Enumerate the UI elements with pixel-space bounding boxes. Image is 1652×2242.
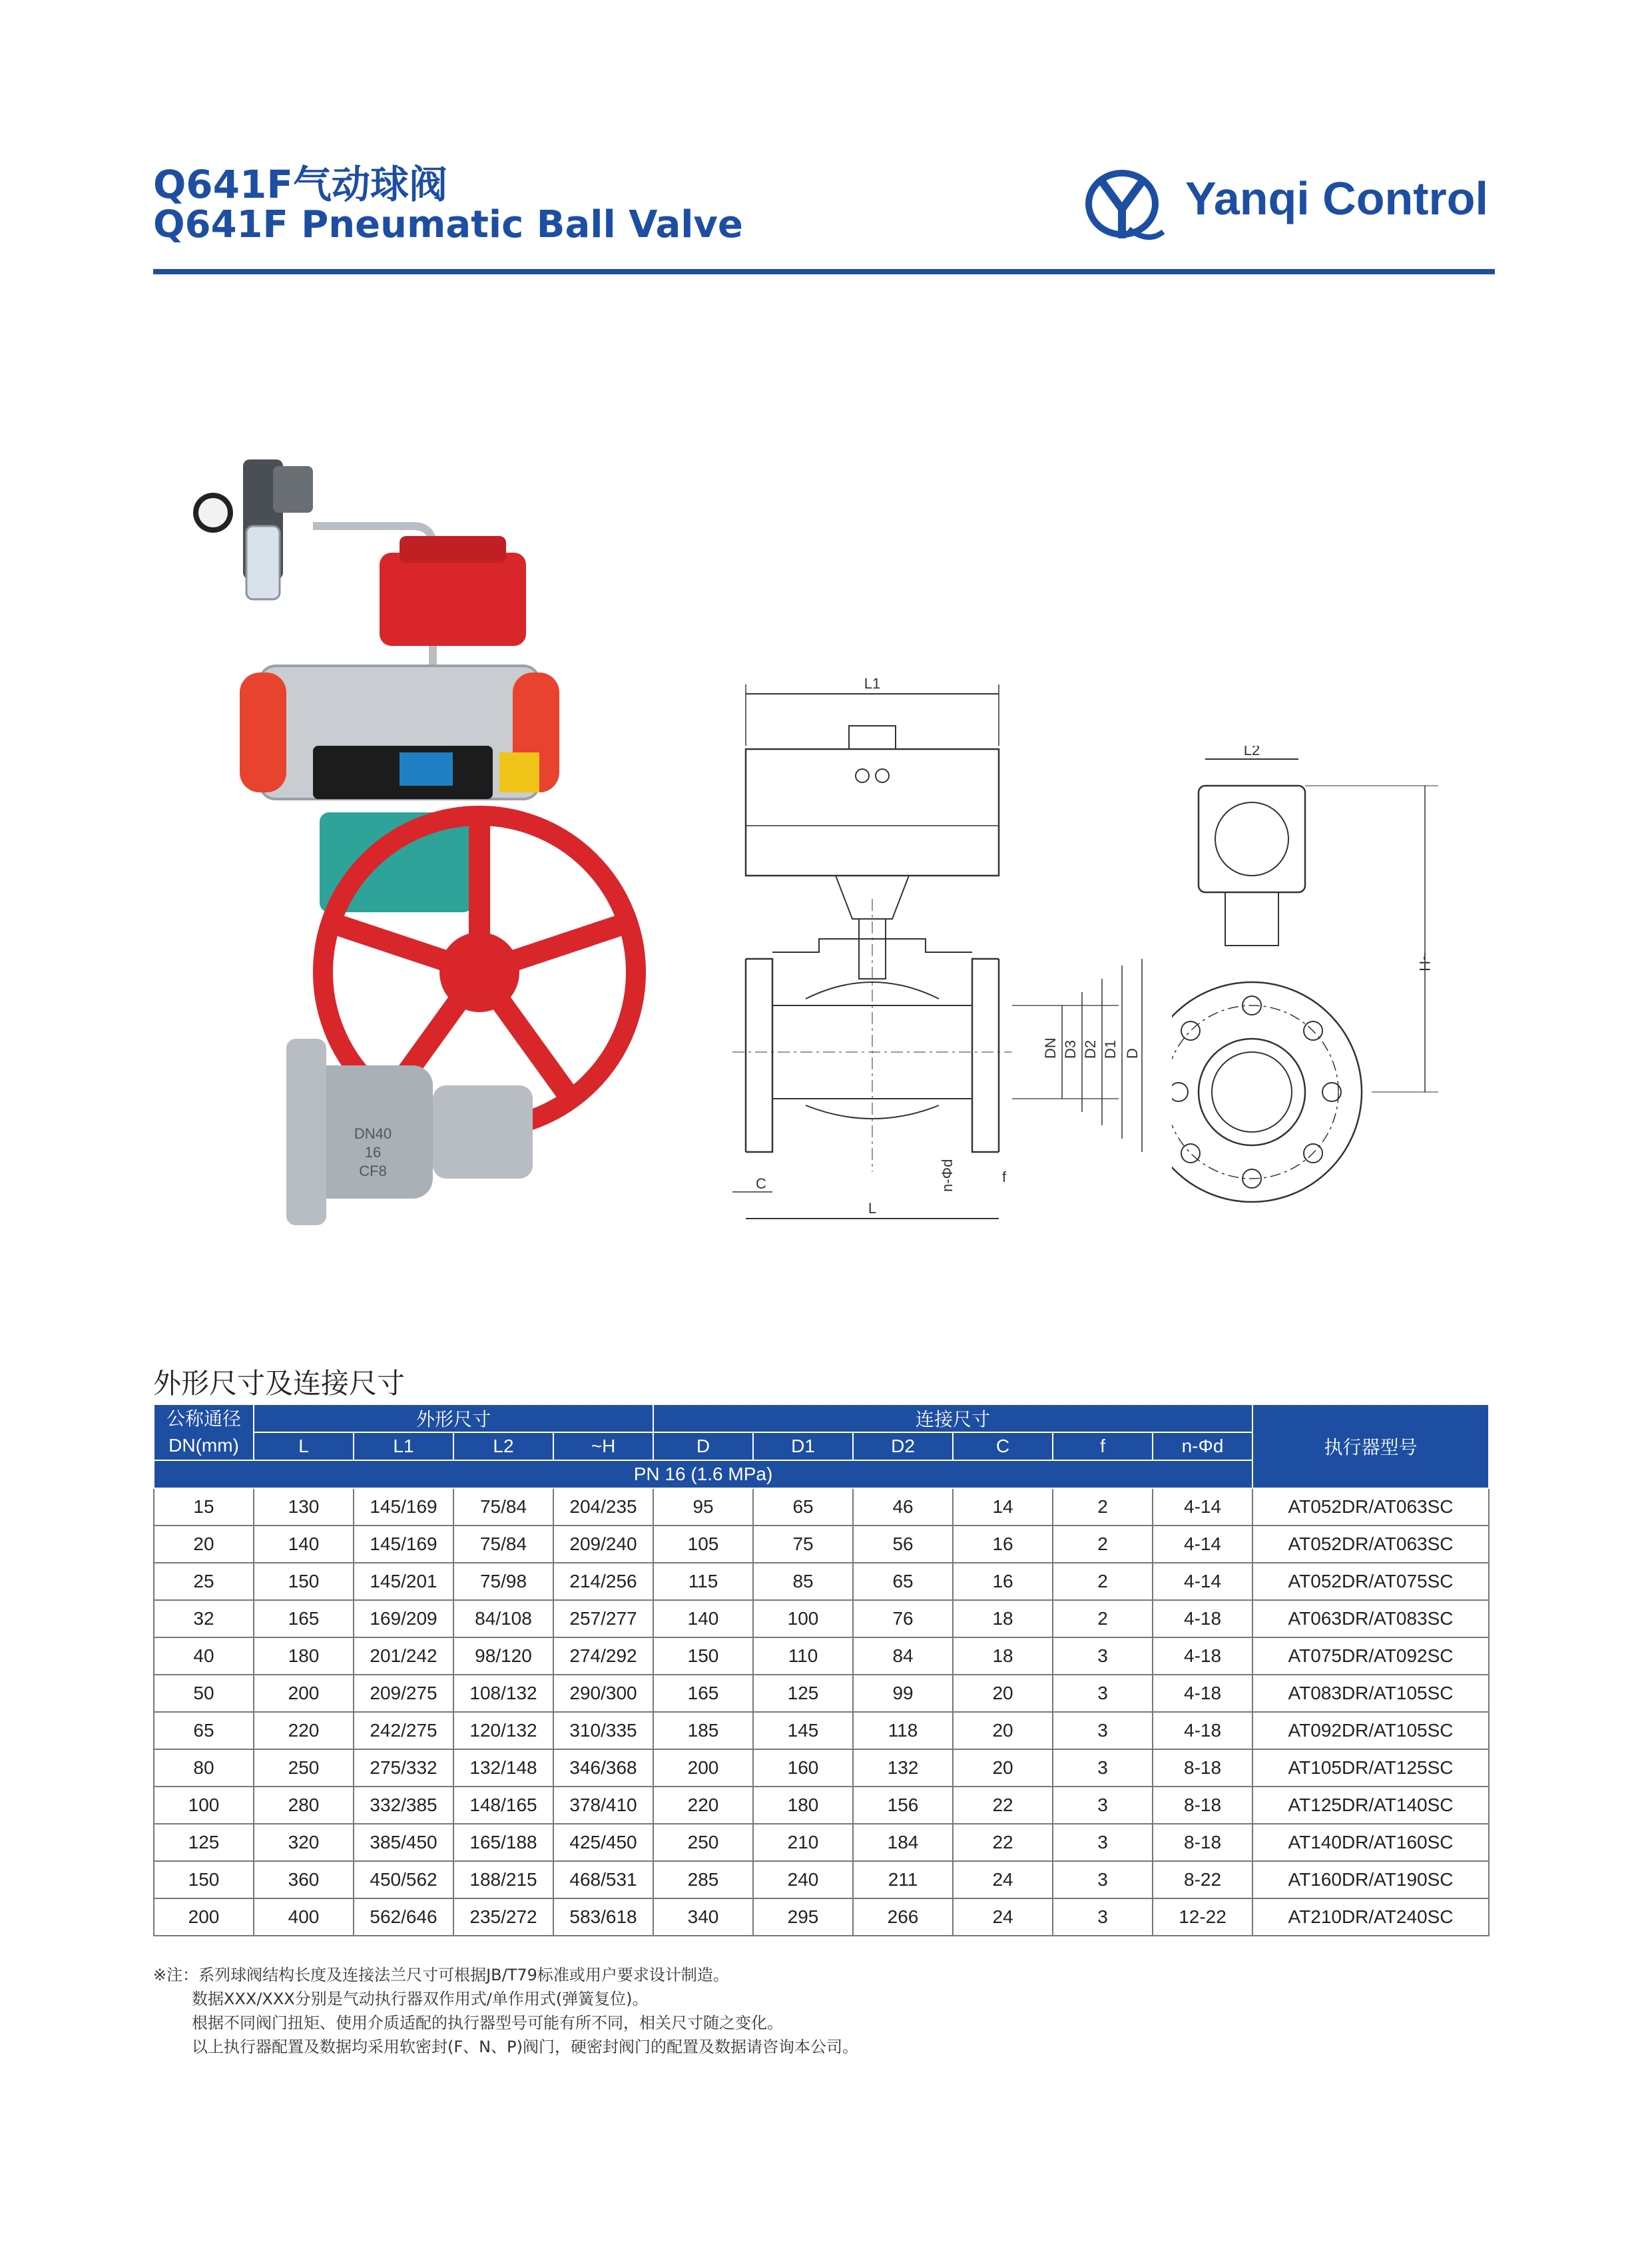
column-header: D2 bbox=[853, 1432, 953, 1460]
table-cell: 257/277 bbox=[553, 1600, 653, 1637]
table-cell: 220 bbox=[254, 1712, 354, 1749]
table-cell: 4-18 bbox=[1153, 1675, 1252, 1712]
table-cell: 18 bbox=[953, 1637, 1053, 1675]
table-cell: 100 bbox=[154, 1787, 254, 1824]
table-cell: 140 bbox=[653, 1600, 753, 1637]
label-d1: D1 bbox=[1102, 1039, 1119, 1059]
table-cell: 242/275 bbox=[354, 1712, 453, 1749]
label-l: L bbox=[868, 1200, 877, 1217]
table-cell: 14 bbox=[953, 1488, 1053, 1526]
table-cell: 20 bbox=[953, 1712, 1053, 1749]
table-cell: 148/165 bbox=[453, 1787, 553, 1824]
table-cell: 425/450 bbox=[553, 1824, 653, 1861]
label-l1: L1 bbox=[864, 675, 881, 692]
table-cell: 3 bbox=[1053, 1712, 1153, 1749]
table-cell: 169/209 bbox=[354, 1600, 453, 1637]
table-cell: 16 bbox=[953, 1526, 1053, 1563]
table-cell: 84 bbox=[853, 1637, 953, 1675]
table-cell: 22 bbox=[953, 1824, 1053, 1861]
header-outline-dimensions: 外形尺寸 bbox=[254, 1404, 653, 1432]
table-cell: 75 bbox=[753, 1526, 853, 1563]
table-cell: 125 bbox=[753, 1675, 853, 1712]
table-cell: 200 bbox=[254, 1675, 354, 1712]
table-cell: 3 bbox=[1053, 1787, 1153, 1824]
table-cell: 24 bbox=[953, 1898, 1053, 1936]
table-cell: 378/410 bbox=[553, 1787, 653, 1824]
table-cell: 2 bbox=[1053, 1600, 1153, 1637]
table-cell: AT052DR/AT075SC bbox=[1252, 1563, 1489, 1600]
table-cell: AT083DR/AT105SC bbox=[1252, 1675, 1489, 1712]
pressure-rating: PN 16 (1.6 MPa) bbox=[154, 1460, 1252, 1488]
table-cell: 132 bbox=[853, 1749, 953, 1787]
note-item: 根据不同阀门扭矩、使用介质适配的执行器型号可能有所不同，相关尺寸随之变化。 bbox=[192, 2014, 783, 2032]
table-cell: 3 bbox=[1053, 1675, 1153, 1712]
table-cell: AT075DR/AT092SC bbox=[1252, 1637, 1489, 1675]
side-technical-drawing bbox=[1172, 746, 1465, 1225]
table-cell: 200 bbox=[154, 1898, 254, 1936]
table-cell: 201/242 bbox=[354, 1637, 453, 1675]
table-cell: 220 bbox=[653, 1787, 753, 1824]
table-row bbox=[154, 1488, 1489, 1526]
table-row bbox=[154, 1898, 1489, 1936]
header-divider bbox=[153, 269, 1495, 274]
column-header: f bbox=[1053, 1432, 1153, 1460]
table-cell: 209/240 bbox=[553, 1526, 653, 1563]
brand-name: Yanqi Control bbox=[1185, 172, 1488, 224]
table-cell: 150 bbox=[653, 1637, 753, 1675]
table-cell: 4-18 bbox=[1153, 1600, 1252, 1637]
table-cell: 562/646 bbox=[354, 1898, 453, 1936]
header-actuator-model: 执行器型号 bbox=[1252, 1404, 1489, 1488]
table-cell: 108/132 bbox=[453, 1675, 553, 1712]
label-n-phi-d: n-Φd bbox=[939, 1159, 956, 1192]
table-cell: 32 bbox=[154, 1600, 254, 1637]
table-cell: 150 bbox=[154, 1861, 254, 1898]
table-cell: 200 bbox=[653, 1749, 753, 1787]
table-cell: 3 bbox=[1053, 1898, 1153, 1936]
table-cell: 250 bbox=[254, 1749, 354, 1787]
table-cell: 20 bbox=[154, 1526, 254, 1563]
table-cell: 332/385 bbox=[354, 1787, 453, 1824]
table-cell: 180 bbox=[254, 1637, 354, 1675]
table-cell: 165/188 bbox=[453, 1824, 553, 1861]
table-cell: 75/98 bbox=[453, 1563, 553, 1600]
table-cell: 4-14 bbox=[1153, 1526, 1252, 1563]
table-cell: 4-18 bbox=[1153, 1637, 1252, 1675]
table-cell: 266 bbox=[853, 1898, 953, 1936]
label-d2: D2 bbox=[1082, 1039, 1099, 1059]
table-cell: 165 bbox=[653, 1675, 753, 1712]
table-cell: 285 bbox=[653, 1861, 753, 1898]
label-h: ~H bbox=[1416, 952, 1433, 972]
table-cell: 75/84 bbox=[453, 1488, 553, 1526]
table-cell: AT052DR/AT063SC bbox=[1252, 1526, 1489, 1563]
table-row bbox=[154, 1600, 1489, 1637]
table-cell: 15 bbox=[154, 1488, 254, 1526]
table-cell: 22 bbox=[953, 1787, 1053, 1824]
table-row bbox=[154, 1637, 1489, 1675]
table-cell: 210 bbox=[753, 1824, 853, 1861]
column-header: L bbox=[254, 1432, 354, 1460]
table-cell: 95 bbox=[653, 1488, 753, 1526]
dimension-table bbox=[153, 1404, 1490, 1936]
table-row bbox=[154, 1526, 1489, 1563]
table-cell: 65 bbox=[853, 1563, 953, 1600]
table-cell: 99 bbox=[853, 1675, 953, 1712]
label-dn: DN bbox=[1042, 1037, 1059, 1059]
table-cell: 40 bbox=[154, 1637, 254, 1675]
table-cell: AT125DR/AT140SC bbox=[1252, 1787, 1489, 1824]
table-cell: 209/275 bbox=[354, 1675, 453, 1712]
body-marking-dn: DN40 bbox=[354, 1125, 392, 1142]
table-cell: 24 bbox=[953, 1861, 1053, 1898]
table-cell: 20 bbox=[953, 1675, 1053, 1712]
table-cell: AT105DR/AT125SC bbox=[1252, 1749, 1489, 1787]
table-cell: AT140DR/AT160SC bbox=[1252, 1824, 1489, 1861]
page-title-en: Q641F Pneumatic Ball Valve bbox=[153, 203, 743, 246]
section-title: 外形尺寸及连接尺寸 bbox=[153, 1367, 406, 1400]
table-cell: 211 bbox=[853, 1861, 953, 1898]
table-cell: 8-18 bbox=[1153, 1749, 1252, 1787]
table-cell: 145 bbox=[753, 1712, 853, 1749]
table-cell: 46 bbox=[853, 1488, 953, 1526]
table-cell: 184 bbox=[853, 1824, 953, 1861]
table-cell: AT052DR/AT063SC bbox=[1252, 1488, 1489, 1526]
table-cell: 3 bbox=[1053, 1824, 1153, 1861]
table-cell: 2 bbox=[1053, 1563, 1153, 1600]
label-f: f bbox=[1002, 1169, 1007, 1185]
table-cell: 100 bbox=[753, 1600, 853, 1637]
table-cell: 120/132 bbox=[453, 1712, 553, 1749]
table-cell: 80 bbox=[154, 1749, 254, 1787]
table-cell: AT160DR/AT190SC bbox=[1252, 1861, 1489, 1898]
table-cell: 20 bbox=[953, 1749, 1053, 1787]
table-cell: 140 bbox=[254, 1526, 354, 1563]
table-row bbox=[154, 1787, 1489, 1824]
table-cell: 56 bbox=[853, 1526, 953, 1563]
table-cell: 130 bbox=[254, 1488, 354, 1526]
table-cell: 125 bbox=[154, 1824, 254, 1861]
column-header: n-Φd bbox=[1153, 1432, 1252, 1460]
table-cell: 274/292 bbox=[553, 1637, 653, 1675]
note-item: 数据XXX/XXX分别是气动执行器双作用式/单作用式(弹簧复位)。 bbox=[192, 1990, 649, 2008]
table-cell: 110 bbox=[753, 1637, 853, 1675]
valve-photo bbox=[180, 426, 686, 1232]
table-cell: 320 bbox=[254, 1824, 354, 1861]
table-cell: 214/256 bbox=[553, 1563, 653, 1600]
table-cell: 583/618 bbox=[553, 1898, 653, 1936]
table-cell: 156 bbox=[853, 1787, 953, 1824]
table-row bbox=[154, 1824, 1489, 1861]
table-cell: 145/169 bbox=[354, 1488, 453, 1526]
table-cell: 3 bbox=[1053, 1749, 1153, 1787]
label-l2: L2 bbox=[1243, 746, 1260, 758]
table-cell: 340 bbox=[653, 1898, 753, 1936]
table-cell: 115 bbox=[653, 1563, 753, 1600]
table-cell: 275/332 bbox=[354, 1749, 453, 1787]
table-cell: 346/368 bbox=[553, 1749, 653, 1787]
table-cell: 4-18 bbox=[1153, 1712, 1252, 1749]
label-d3: D3 bbox=[1062, 1039, 1079, 1059]
table-cell: 3 bbox=[1053, 1861, 1153, 1898]
table-cell: 76 bbox=[853, 1600, 953, 1637]
table-cell: 145/201 bbox=[354, 1563, 453, 1600]
column-header: C bbox=[953, 1432, 1053, 1460]
table-row bbox=[154, 1861, 1489, 1898]
table-row bbox=[154, 1563, 1489, 1600]
table-cell: 4-14 bbox=[1153, 1488, 1252, 1526]
table-cell: 188/215 bbox=[453, 1861, 553, 1898]
table-cell: 468/531 bbox=[553, 1861, 653, 1898]
table-cell: AT063DR/AT083SC bbox=[1252, 1600, 1489, 1637]
table-cell: 8-18 bbox=[1153, 1824, 1252, 1861]
label-d: D bbox=[1124, 1048, 1141, 1059]
header-nominal-diameter: 公称通径 DN(mm) bbox=[154, 1404, 254, 1460]
notes bbox=[153, 1963, 858, 2059]
table-cell: 65 bbox=[753, 1488, 853, 1526]
table-cell: 85 bbox=[753, 1563, 853, 1600]
column-header: D bbox=[653, 1432, 753, 1460]
column-header: D1 bbox=[753, 1432, 853, 1460]
table-cell: 2 bbox=[1053, 1488, 1153, 1526]
table-cell: 105 bbox=[653, 1526, 753, 1563]
table-cell: 150 bbox=[254, 1563, 354, 1600]
table-cell: 250 bbox=[653, 1824, 753, 1861]
column-header: ~H bbox=[553, 1432, 653, 1460]
table-cell: 16 bbox=[953, 1563, 1053, 1600]
table-cell: 12-22 bbox=[1153, 1898, 1252, 1936]
page-title-cn: Q641F气动球阀 bbox=[153, 162, 447, 207]
table-row bbox=[154, 1675, 1489, 1712]
table-cell: AT092DR/AT105SC bbox=[1252, 1712, 1489, 1749]
table-cell: 185 bbox=[653, 1712, 753, 1749]
table-cell: 160 bbox=[753, 1749, 853, 1787]
table-cell: 310/335 bbox=[553, 1712, 653, 1749]
table-cell: 280 bbox=[254, 1787, 354, 1824]
table-row bbox=[154, 1749, 1489, 1787]
table-cell: AT210DR/AT240SC bbox=[1252, 1898, 1489, 1936]
table-cell: 132/148 bbox=[453, 1749, 553, 1787]
body-marking-material: CF8 bbox=[359, 1163, 387, 1179]
note-item: 以上执行器配置及数据均采用软密封(F、N、P)阀门，硬密封阀门的配置及数据请咨询本公司。 bbox=[192, 2038, 858, 2056]
table-cell: 25 bbox=[154, 1563, 254, 1600]
table-cell: 235/272 bbox=[453, 1898, 553, 1936]
table-cell: 118 bbox=[853, 1712, 953, 1749]
table-cell: 75/84 bbox=[453, 1526, 553, 1563]
column-header: L1 bbox=[354, 1432, 453, 1460]
table-cell: 165 bbox=[254, 1600, 354, 1637]
table-cell: 360 bbox=[254, 1861, 354, 1898]
table-cell: 450/562 bbox=[354, 1861, 453, 1898]
label-c: C bbox=[756, 1175, 766, 1192]
table-row bbox=[154, 1712, 1489, 1749]
body-marking-pn: 16 bbox=[364, 1144, 382, 1161]
table-cell: 290/300 bbox=[553, 1675, 653, 1712]
table-body bbox=[154, 1488, 1489, 1936]
table-cell: 98/120 bbox=[453, 1637, 553, 1675]
table-cell: 18 bbox=[953, 1600, 1053, 1637]
table-cell: 240 bbox=[753, 1861, 853, 1898]
front-technical-drawing bbox=[719, 666, 1145, 1239]
note-item: ※注：系列球阀结构长度及连接法兰尺寸可根据JB/T79标准或用户要求设计制造。 bbox=[153, 1966, 729, 1984]
table-cell: 204/235 bbox=[553, 1488, 653, 1526]
table-cell: 145/169 bbox=[354, 1526, 453, 1563]
header-connection-dimensions: 连接尺寸 bbox=[653, 1404, 1252, 1432]
table-cell: 4-14 bbox=[1153, 1563, 1252, 1600]
table-cell: 400 bbox=[254, 1898, 354, 1936]
table-cell: 385/450 bbox=[354, 1824, 453, 1861]
table-cell: 2 bbox=[1053, 1526, 1153, 1563]
table-cell: 295 bbox=[753, 1898, 853, 1936]
table-cell: 65 bbox=[154, 1712, 254, 1749]
table-cell: 50 bbox=[154, 1675, 254, 1712]
table-cell: 8-18 bbox=[1153, 1787, 1252, 1824]
table-cell: 8-22 bbox=[1153, 1861, 1252, 1898]
column-header: L2 bbox=[453, 1432, 553, 1460]
table-cell: 84/108 bbox=[453, 1600, 553, 1637]
table-cell: 180 bbox=[753, 1787, 853, 1824]
table-cell: 3 bbox=[1053, 1637, 1153, 1675]
